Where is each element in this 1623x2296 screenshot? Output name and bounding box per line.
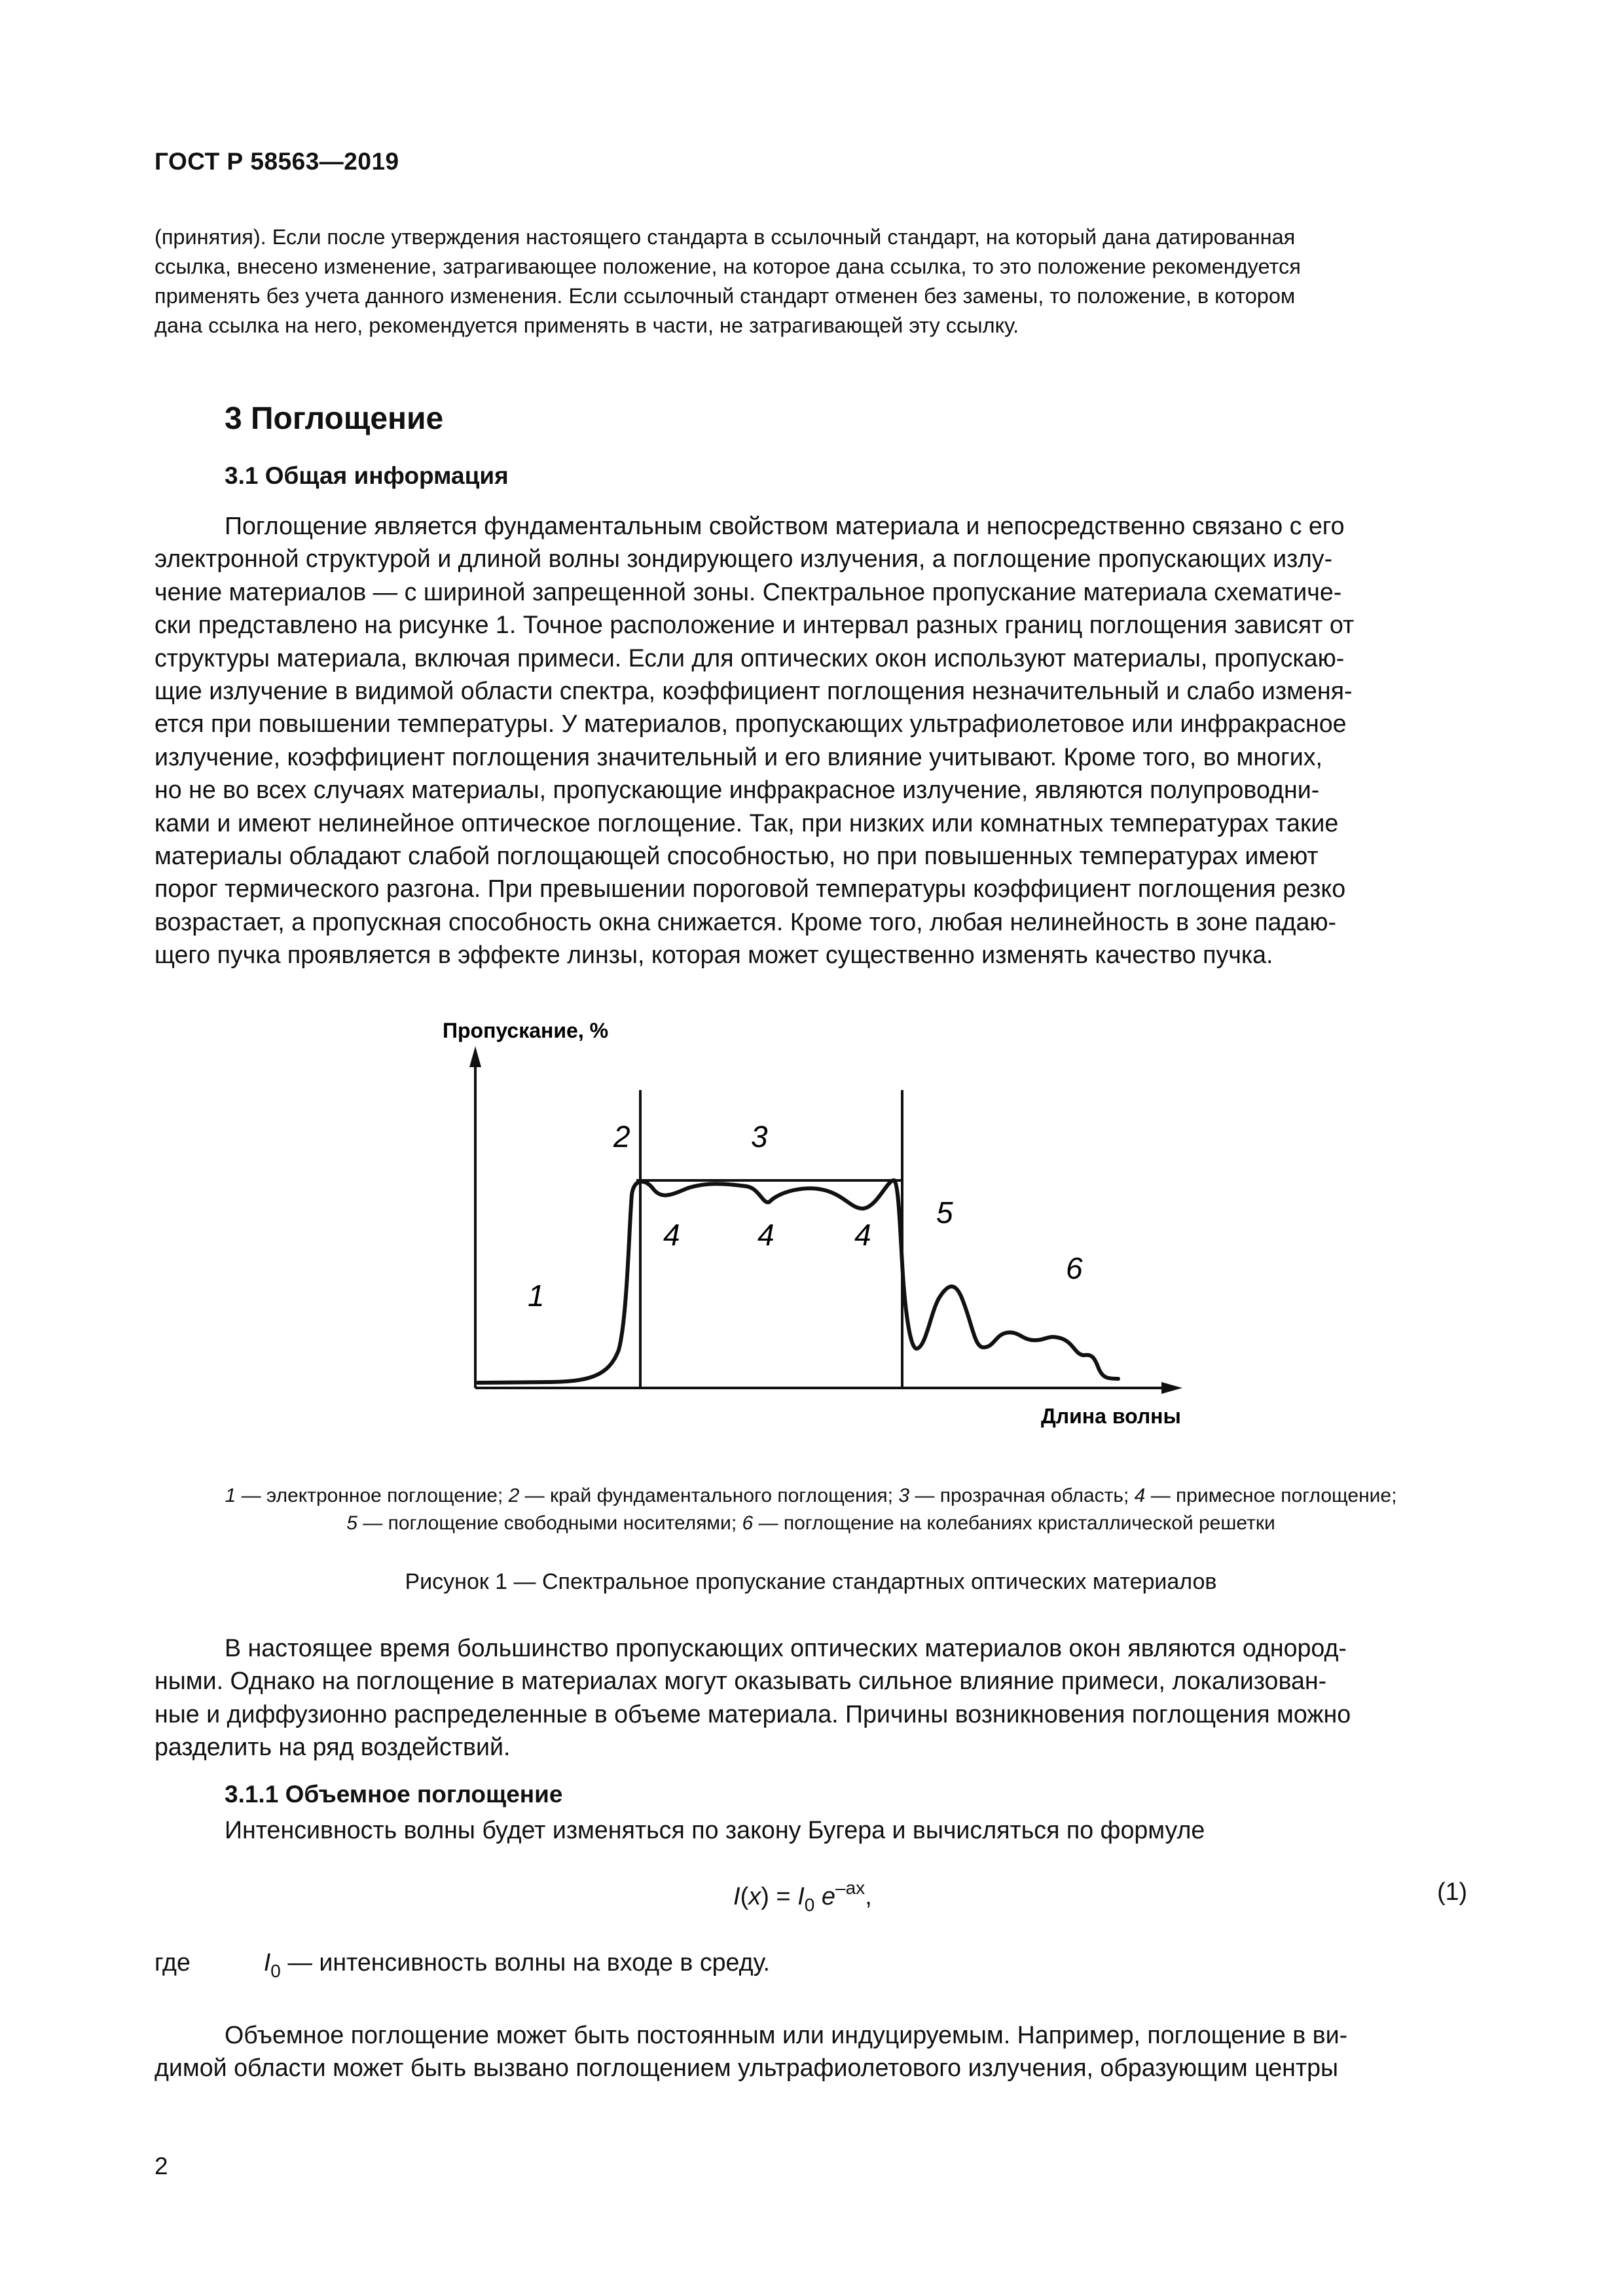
legend-text: — электронное поглощение; (236, 1485, 509, 1506)
paragraph-line: Поглощение является фундаментальным свойством материала и непосредственно связано с его (225, 512, 1345, 539)
formula-number: (1) (1437, 1878, 1467, 1905)
intro-line: (принятия). Если после утверждения настоящего стандарта в ссылочный стандарт, на который дана датированная (155, 225, 1296, 249)
legend-line-2 (155, 1510, 1467, 1537)
y-axis-label: Пропускание, % (443, 1019, 609, 1042)
formula-equals: = (769, 1883, 798, 1910)
transmission-curve (478, 1180, 1118, 1383)
legend-number: 4 (1134, 1485, 1146, 1506)
region-label-5: 5 (936, 1195, 953, 1230)
region-label-3: 3 (751, 1120, 768, 1154)
x-axis-label: Длина волны (1041, 1404, 1181, 1428)
paragraph-line: ными. Однако на поглощение в материалах могут оказывать сильное влияние примеси, локализован- (155, 1667, 1327, 1695)
formula-symbol: I (797, 1883, 805, 1910)
figure-legend (155, 1482, 1467, 1537)
paragraph-line: ками и имеют нелинейное оптическое поглощение. Так, при низких или комнатных температурах такие (155, 809, 1339, 837)
paragraph-line: но не во всех случаях материалы, пропускающие инфракрасное излучение, являются полупроводни- (155, 776, 1320, 804)
legend-number: 3 (898, 1485, 910, 1506)
subsubsection-title: 3.1.1 Объемное поглощение (225, 1781, 563, 1808)
formula-subscript: 0 (804, 1895, 815, 1915)
legend-text: — поглощение на колебаниях кристаллической решетки (753, 1512, 1275, 1534)
formula-intro-text: Интенсивность волны будет изменяться по закону Бугера и вычисляться по формуле (225, 1816, 1205, 1844)
page-number: 2 (155, 2153, 168, 2179)
formula-subscript: 0 (270, 1961, 281, 1981)
legend-text: — примесное поглощение; (1145, 1485, 1397, 1506)
paragraph-line: В настоящее время большинство пропускающих оптических материалов окон являются однород- (225, 1634, 1347, 1662)
region-label-4b: 4 (757, 1218, 775, 1252)
intro-paragraph (155, 223, 1467, 340)
paragraph-line: разделить на ряд воздействий. (155, 1733, 511, 1761)
paragraph-line: щие излучение в видимой области спектра, коэффициент поглощения незначительный и слабо изменя- (155, 677, 1353, 705)
region-label-4c: 4 (854, 1218, 871, 1252)
intro-line: дана ссылка на него, рекомендуется применять в части, не затрагивающей эту ссылку. (155, 314, 1019, 337)
paragraph-line: электронной структурой и длиной волны зондирующего излучения, а поглощение пропускающих излу- (155, 545, 1333, 573)
region-label-2: 2 (613, 1120, 630, 1154)
paragraph-line: излучение, коэффициент поглощения значительный и его влияние учитывают. Кроме того, во многих, (155, 742, 1322, 771)
region-label-1: 1 (528, 1279, 545, 1313)
formula-paren: ) (761, 1883, 769, 1910)
legend-number: 1 (225, 1485, 236, 1506)
intro-line: ссылка, внесено изменение, затрагивающее положение, на которое дана ссылка, то это положение рекомендуется (155, 255, 1301, 278)
intro-line: применять без учета данного изменения. Если ссылочный стандарт отменен без замены, то положение, в котором (155, 284, 1296, 308)
x-axis-arrow-icon (1161, 1382, 1182, 1394)
transmission-spectrum-figure (0, 982, 1623, 1453)
region-label-4a: 4 (663, 1218, 680, 1252)
paragraph-line: ется при повышении температуры. У материалов, пропускающих ультрафиолетовое или инфракрасное (155, 710, 1347, 738)
section-title: 3 Поглощение (225, 401, 444, 436)
paragraph-materials (155, 1631, 1467, 1764)
formula-paren: ( (740, 1883, 749, 1910)
figure-caption: Рисунок 1 — Спектральное пропускание стандартных оптических материалов (405, 1569, 1217, 1594)
paragraph-line: щего пучка проявляется в эффекте линзы, которая может существенно изменять качество пучка. (155, 941, 1273, 969)
legend-number: 6 (742, 1512, 754, 1534)
formula-symbol: I (263, 1948, 271, 1976)
legend-text: — край фундаментального поглощения; (519, 1485, 899, 1506)
legend-line-1 (155, 1482, 1467, 1510)
document-code-header: ГОСТ Р 58563—2019 (155, 148, 399, 175)
paragraph-volume-absorption (155, 2018, 1467, 2085)
where-word: где (155, 1948, 191, 1976)
formula-exponent: –ax (835, 1878, 866, 1898)
subsection-title: 3.1 Общая информация (225, 462, 509, 489)
paragraph-line: возрастает, а пропускная способность окна снижается. Кроме того, любая нелинейность в зоне падаю- (155, 907, 1337, 936)
formula-explanation (155, 1948, 770, 1982)
paragraph-line: порог термического разгона. При превышении пороговой температуры коэффициент поглощения резко (155, 875, 1346, 903)
legend-number: 2 (508, 1485, 520, 1506)
paragraph-line: ные и диффузионно распределенные в объеме материала. Причины возникновения поглощения можно (155, 1700, 1351, 1728)
paragraph-line: димой области может быть вызвано поглощением ультрафиолетового излучения, образующим центры (155, 2054, 1339, 2082)
paragraph-line: чение материалов — с шириной запрещенной зоны. Спектральное пропускание материала схематиче- (155, 577, 1342, 606)
paragraph-line: ски представлено на рисунке 1. Точное расположение и интервал разных границ поглощения зависят от (155, 611, 1355, 639)
legend-text: — прозрачная область; (909, 1485, 1135, 1506)
paragraph-line: материалы обладают слабой поглощающей способностью, но при повышенных температурах имеют (155, 842, 1319, 870)
paragraph-line: Объемное поглощение может быть постоянным или индуцируемым. Например, поглощение в ви- (225, 2021, 1348, 2049)
paragraph-absorption (155, 509, 1467, 972)
region-label-6: 6 (1066, 1251, 1083, 1285)
formula-symbol: x (748, 1883, 761, 1910)
bouguer-formula (733, 1878, 872, 1916)
formula-tail: , (865, 1883, 872, 1910)
y-axis-arrow-icon (469, 1046, 481, 1067)
formula-symbol: I (733, 1883, 740, 1910)
where-text: — интенсивность волны на входе в среду. (280, 1948, 770, 1976)
legend-text: — поглощение свободными носителями; (357, 1512, 742, 1534)
paragraph-line: структуры материала, включая примеси. Если для оптических окон используют материалы, пропускаю- (155, 644, 1345, 672)
legend-number: 5 (346, 1512, 357, 1534)
formula-symbol: e (814, 1883, 836, 1910)
